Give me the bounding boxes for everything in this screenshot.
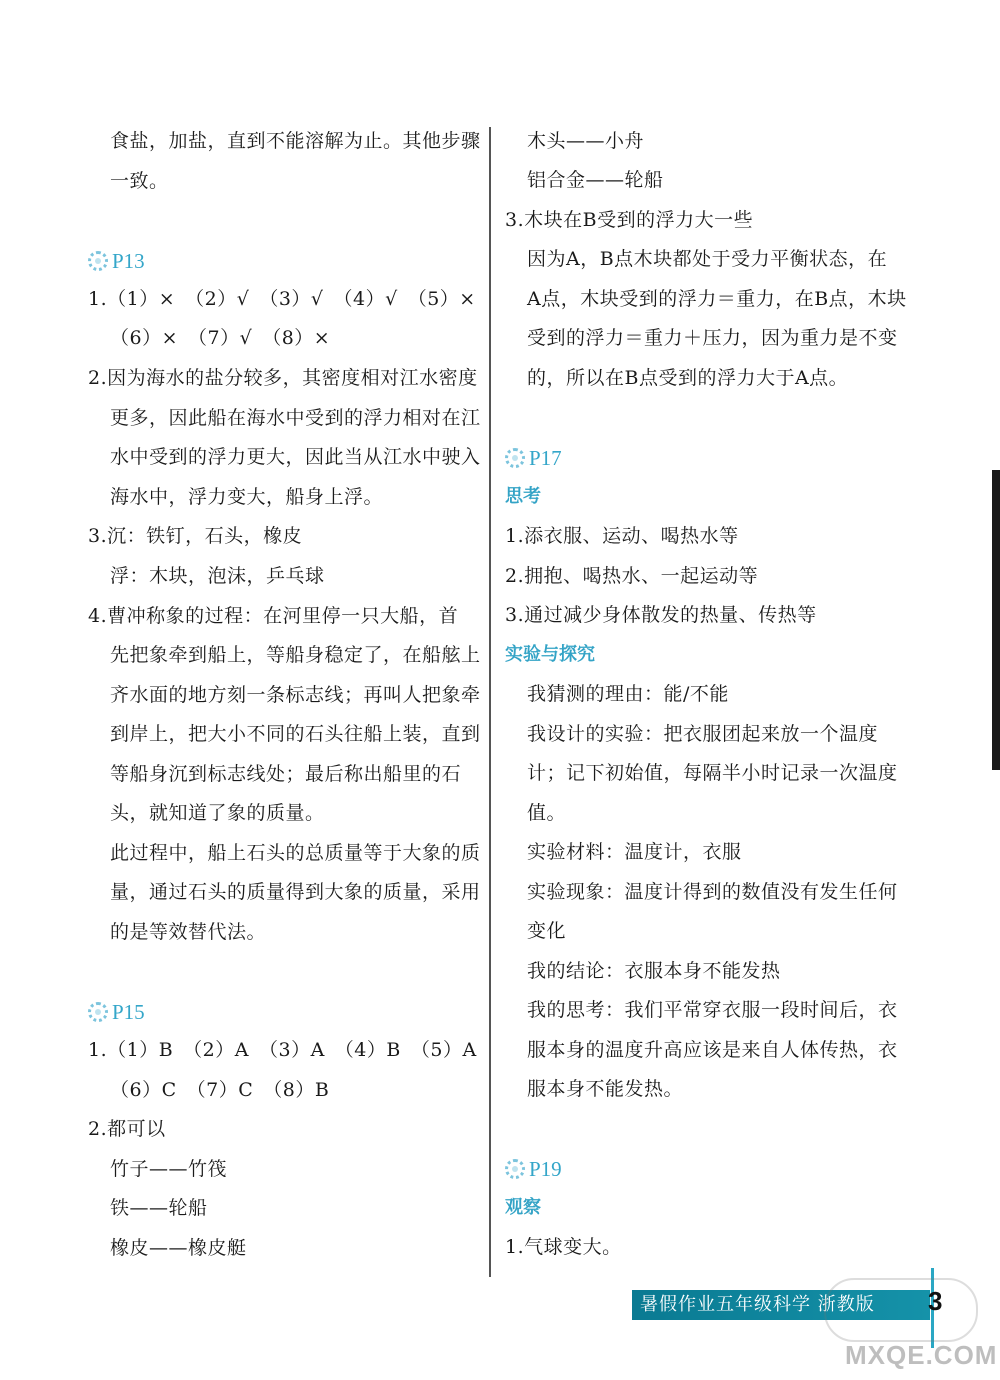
answer-line: 3.沉：铁钉，石头，橡皮 [88,525,303,547]
answer-line: 等船身沉到标志线处；最后称出船里的石 [110,763,462,785]
answer-line: 值。 [527,802,567,824]
answer-line: 海水中，浮力变大，船身上浮。 [110,486,384,508]
column-divider [489,127,491,1277]
answer-line: 此过程中，船上石头的总质量等于大象的质 [110,842,481,864]
answer-line: 头，就知道了象的质量。 [110,802,325,824]
answer-line: 实验材料：温度计，衣服 [527,841,742,863]
answer-line: 3.木块在B受到的浮力大一些 [505,209,754,231]
answer-line: 1.（1）× （2）√ （3）√ （4）√ （5）× [88,288,476,310]
answer-line: 水中受到的浮力更大，因此当从江水中驶入 [110,446,481,468]
answer-line: 3.通过减少身体散发的热量、传热等 [505,604,817,626]
answer-line: 我的结论：衣服本身不能发热 [527,960,781,982]
subsection-label-observe: 观察 [505,1197,541,1218]
subsection-label-experiment: 实验与探究 [505,644,595,665]
answer-line: 木头——小舟 [527,130,645,152]
answer-line: 我设计的实验：把衣服团起来放一个温度 [527,723,879,745]
answer-line: （6）× （7）√ （8）× [110,327,331,349]
gear-icon [505,448,525,468]
answer-line: 竹子——竹筏 [110,1158,228,1180]
answer-line: 到岸上，把大小不同的石头往船上装，直到 [110,723,481,745]
answer-line: 实验现象：温度计得到的数值没有发生任何 [527,881,898,903]
subsection-label-think: 思考 [505,486,541,507]
gear-icon [88,1002,108,1022]
answer-line: 服本身的温度升高应该是来自人体传热，衣 [527,1039,898,1061]
section-title: P19 [529,1157,562,1181]
section-heading-p13 [88,249,145,273]
answer-line: 我猜测的理由：能/不能 [527,683,729,705]
answer-line: 因为A，B点木块都处于受力平衡状态，在 [527,248,888,270]
watermark-logo [824,1278,978,1342]
answer-line: 量，通过石头的质量得到大象的质量，采用 [110,881,481,903]
answer-line: 2.因为海水的盐分较多，其密度相对江水密度 [88,367,478,389]
answer-line: 更多，因此船在海水中受到的浮力相对在江 [110,407,481,429]
answer-line: 我的思考：我们平常穿衣服一段时间后，衣 [527,999,898,1021]
answer-line: 计；记下初始值，每隔半小时记录一次温度 [527,762,898,784]
answer-line: 1.（1）B （2）A （3）A （4）B （5）A [88,1039,477,1061]
page-number: 3 [928,1286,943,1316]
answer-line: 1.添衣服、运动、喝热水等 [505,525,739,547]
section-heading-p17 [505,446,562,470]
answer-line: 浮：木块，泡沫，乒乓球 [110,565,325,587]
answer-line: 的，所以在B点受到的浮力大于A点。 [527,367,849,389]
answer-line: 齐水面的地方刻一条标志线；再叫人把象牵 [110,684,481,706]
answer-line: 橡皮——橡皮艇 [110,1237,247,1259]
section-heading-p19 [505,1157,562,1181]
answer-line: 2.都可以 [88,1118,166,1140]
gear-icon [88,251,108,271]
section-heading-p15 [88,1000,145,1024]
answer-line: 受到的浮力＝重力＋压力，因为重力是不变 [527,327,898,349]
answer-line: A点，木块受到的浮力＝重力，在B点，木块 [527,288,907,310]
answer-line: （6）C （7）C （8）B [110,1079,330,1101]
answer-line: 的是等效替代法。 [110,921,267,943]
answer-line: 服本身不能发热。 [527,1078,684,1100]
section-title: P13 [112,249,145,273]
section-title: P15 [112,1000,145,1024]
watermark-text: MXQE.COM [845,1340,998,1370]
answer-line: 铁——轮船 [110,1197,208,1219]
page-edge-bar [992,470,1000,770]
text-line: 一致。 [110,170,169,192]
answer-line: 1.气球变大。 [505,1236,622,1258]
answer-line: 铝合金——轮船 [527,169,664,191]
answer-line: 先把象牵到船上，等船身稳定了，在船舷上 [110,644,481,666]
footer-title: 暑假作业五年级科学 浙教版 [640,1294,875,1315]
answer-line: 4.曹冲称象的过程：在河里停一只大船，首 [88,605,459,627]
text-line: 食盐，加盐，直到不能溶解为止。其他步骤 [110,130,481,152]
gear-icon [505,1159,525,1179]
answer-line: 2.拥抱、喝热水、一起运动等 [505,565,759,587]
answer-line: 变化 [527,920,567,942]
section-title: P17 [529,446,562,470]
